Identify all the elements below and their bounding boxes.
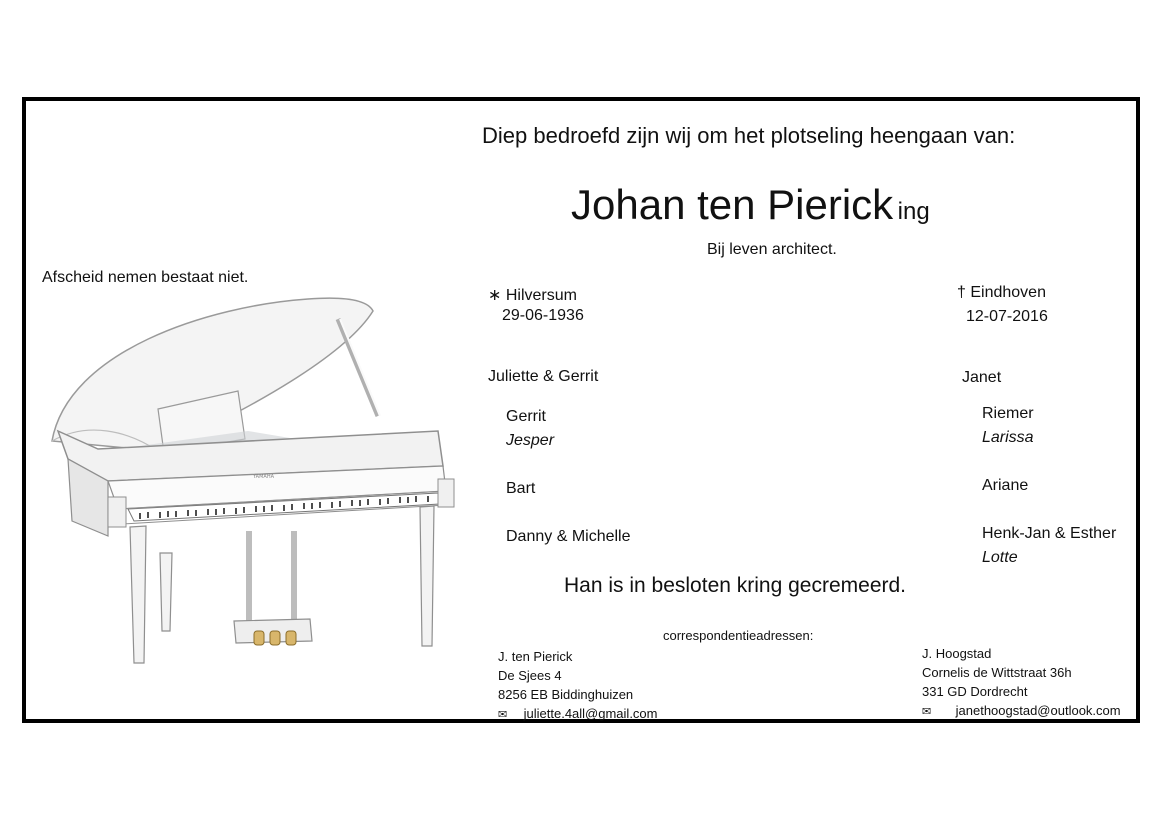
death-date: 12-07-2016 <box>966 308 1048 325</box>
email-link[interactable]: janethoogstad@outlook.com <box>955 703 1121 718</box>
birth-star-icon: ∗ <box>488 287 502 304</box>
email-link[interactable]: juliette.4all@gmail.com <box>523 706 658 721</box>
family-right-member-name: Ariane <box>982 477 1029 494</box>
family-right-heading: Janet <box>962 369 1002 386</box>
occupation: Bij leven architect. <box>707 241 837 258</box>
memorial-card <box>22 97 1140 723</box>
address-street: De Sjees 4 <box>498 668 562 683</box>
death-cross-icon: † <box>957 284 966 301</box>
piano-brand: YAMAHA <box>253 474 275 480</box>
family-left-grandchild: Jesper <box>506 432 555 449</box>
correspondence-left <box>498 647 657 725</box>
birth-place: Hilversum <box>505 287 577 304</box>
cremation-notice: Han is in besloten kring gecremeerd. <box>564 574 907 597</box>
deceased-name: Johan ten Pierick <box>571 181 894 228</box>
death-place: Eindhoven <box>970 284 1046 301</box>
family-left-heading: Juliette & Gerrit <box>488 368 599 385</box>
address-name: J. Hoogstad <box>922 646 992 661</box>
motto: Afscheid nemen bestaat niet. <box>42 269 249 286</box>
address-city: 331 GD Dordrecht <box>922 684 1028 699</box>
family-right-grandchild: Lotte <box>982 549 1018 566</box>
envelope-icon: ✉ <box>498 709 508 721</box>
correspondence-heading: correspondentieadressen: <box>663 628 814 643</box>
family-right-member-name: Henk-Jan & Esther <box>982 525 1117 542</box>
correspondence-right <box>922 644 1121 722</box>
family-left-member-name: Danny & Michelle <box>506 528 631 545</box>
death-place-line <box>957 284 1046 302</box>
family-right-grandchild: Larissa <box>982 429 1034 446</box>
family-left-member-name: Gerrit <box>506 408 546 425</box>
address-street: Cornelis de Wittstraat 36h <box>922 665 1072 680</box>
grand-piano-illustration <box>48 291 458 666</box>
deceased-name-line <box>571 181 930 229</box>
family-left-member-name: Bart <box>506 480 536 497</box>
title-suffix: ing <box>897 198 930 225</box>
birth-place-line <box>488 285 577 305</box>
envelope-icon: ✉ <box>922 706 932 718</box>
address-email-line <box>922 701 1121 722</box>
announcement-intro: Diep bedroefd zijn wij om het plotseling heengaan van: <box>482 123 1016 148</box>
birth-date: 29-06-1936 <box>502 307 584 324</box>
address-email-line <box>498 704 657 725</box>
address-city: 8256 EB Biddinghuizen <box>498 687 634 702</box>
family-right-member-name: Riemer <box>982 405 1034 422</box>
address-name: J. ten Pierick <box>498 649 573 664</box>
